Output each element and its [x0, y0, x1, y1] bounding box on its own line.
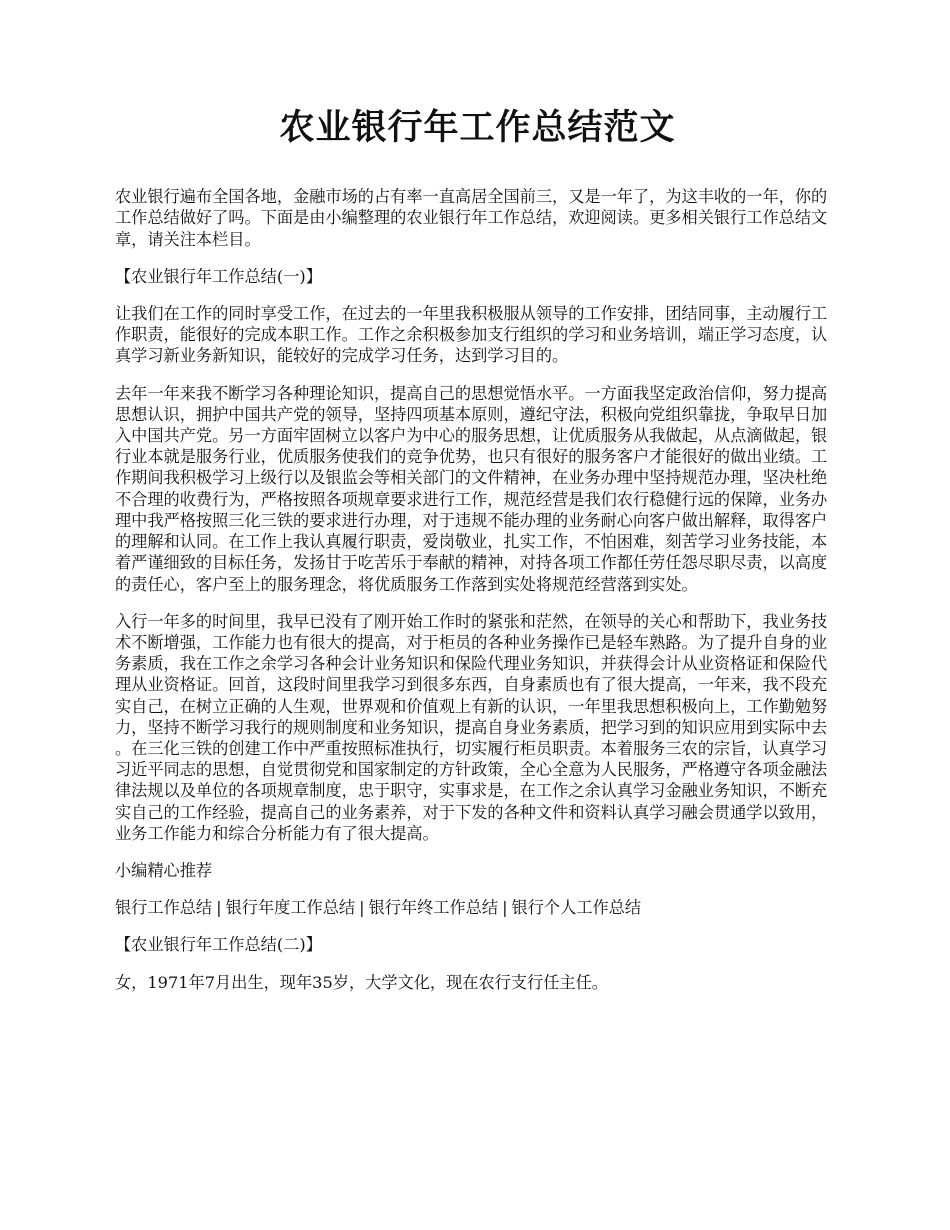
section-1-heading: 【农业银行年工作总结(一)】: [115, 266, 322, 286]
recommend-label: 小编精心推荐: [115, 860, 213, 880]
section-2-heading: 【农业银行年工作总结(二)】: [115, 935, 322, 955]
link-separator: |: [359, 898, 365, 918]
link-bank-year-end-summary[interactable]: 银行年终工作总结: [368, 898, 499, 918]
section-1-paragraph-1: 让我们在工作的同时享受工作，在过去的一年里我积极服从领导的工作安排，团结同事，主动履行工作职责，能很好的完成本职工作。工作之余积极参加支行组织的学习和业务培训，端正学习态度，认真学习新业务新知识，能较好的完成学习任务，达到学习目的。: [115, 304, 828, 366]
link-bank-work-summary[interactable]: 银行工作总结: [115, 898, 213, 918]
document-page: [115, 108, 840, 1009]
section-1-paragraph-3: 入行一年多的时间里，我早已没有了刚开始工作时的紧张和茫然，在领导的关心和帮助下，我业务技术不断增强，工作能力也有很大的提高，对于柜员的各种业务操作已是轻车熟路。为了提升自身的业务素质，我在工作之余学习各种会计业务知识和保险代理业务知识，并获得会计从业资格证和保险代理从业资格证。回首，这段时间里我学习到很多东西，自身素质也有了很大提高，一年来，我不段充实自己，在树立正确的人生观，世界观和价值观上有新的认识，一年里我思想积极向上，工作勤勉努力，坚持不断学习我行的规则制度和业务知识，提高自身业务素质，把学习到的知识应用到实际中去。在三化三铁的创建工作中严重按照标准执行，切实履行柜员职责。本着服务三农的宗旨，认真学习习近平同志的思想，自觉贯彻党和国家制定的方针政策，全心全意为人民服务，严格遵守各项金融法律法规以及单位的各项规章制度，忠于职守，实事求是，在工作之余认真学习金融业务知识，不断充实自己的工作经验，提高自己的业务素养，对于下发的各种文件和资料认真学习融会贯通学以致用，业务工作能力和综合分析能力有了很大提高。: [115, 611, 828, 843]
intro-paragraph: 农业银行遍布全国各地，金融市场的占有率一直高居全国前三，又是一年了，为这丰收的一年，你的工作总结做好了吗。下面是由小编整理的农业银行年工作总结，欢迎阅读。更多相关银行工作总结文章，请关注本栏目。: [115, 187, 828, 249]
related-links: [115, 897, 840, 918]
link-separator: |: [216, 898, 222, 918]
link-separator: |: [502, 898, 508, 918]
document-title: 农业银行年工作总结范文: [279, 107, 676, 148]
section-2-paragraph-1: 女，1971年7月出生，现年35岁，大学文化，现在农行支行任主任。: [115, 972, 608, 992]
link-bank-annual-summary[interactable]: 银行年度工作总结: [225, 898, 356, 918]
section-1-paragraph-2: 去年一年来我不断学习各种理论知识，提高自己的思想觉悟水平。一方面我坚定政治信仰，努力提高思想认识，拥护中国共产党的领导，坚持四项基本原则，遵纪守法，积极向党组织靠拢，争取早日加入中国共产党。另一方面牢固树立以客户为中心的服务思想，让优质服务从我做起，从点滴做起，银行业本就是服务行业，优质服务使我们的竞争优势，也只有很好的服务客户才能很好的做出业绩。工作期间我积极学习上级行以及银监会等相关部门的文件精神，在业务办理中坚持规范办理，坚决杜绝不合理的收费行为，严格按照各项规章要求进行工作，规范经营是我们农行稳健行远的保障，业务办理中我严格按照三化三铁的要求进行办理，对于违规不能办理的业务耐心向客户做出解释，取得客户的理解和认同。在工作上我认真履行职责，爱岗敬业，扎实工作，不怕困难，刻苦学习业务技能，本着严谨细致的目标任务，发扬甘于吃苦乐于奉献的精神，对持各项工作都任劳任怨尽职尽责，以高度的责任心，客户至上的服务理念，将优质服务工作落到实处将规范经营落到实处。: [115, 383, 828, 594]
link-bank-personal-summary[interactable]: 银行个人工作总结: [511, 898, 642, 918]
